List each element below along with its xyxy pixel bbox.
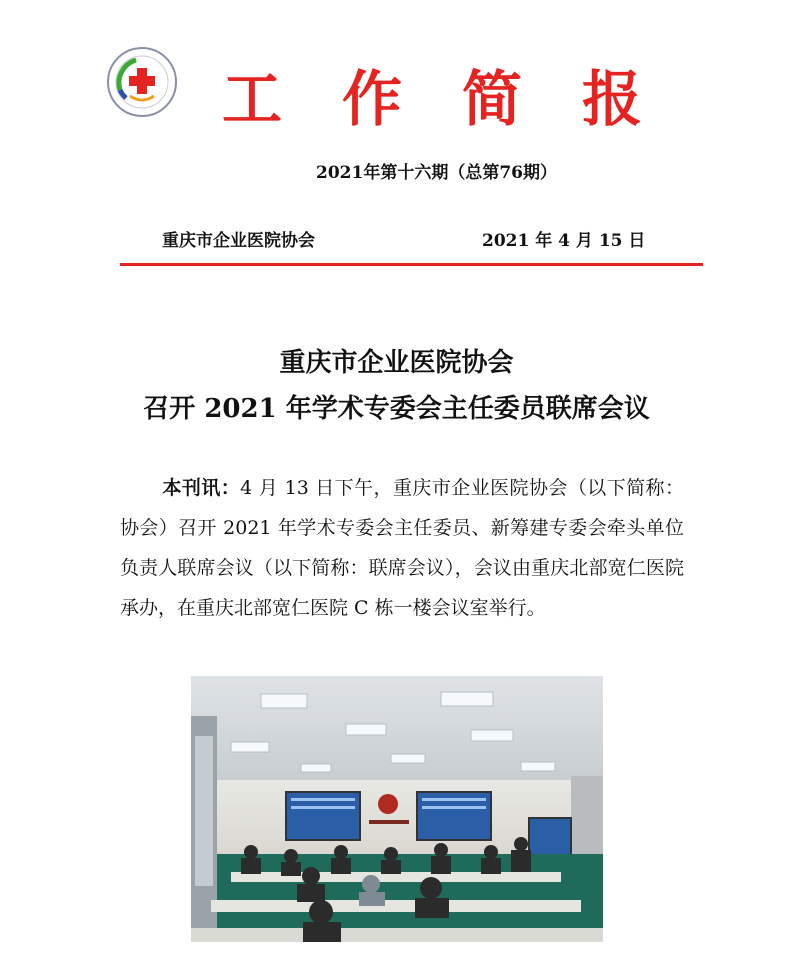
issue-number: 2021年第十六期（总第76期） — [316, 163, 557, 183]
article-title-line-2: 召开 2021 年学术专委会主任委员联席会议 — [143, 394, 650, 424]
article-body-text: 4 月 13 日下午，重庆市企业医院协会（以下简称：协会）召开 2021 年学术专委会主任委员、新筹建专委会牵头单位负责人联席会议（以下简称：联席会议），会议由重庆北部宽仁医院承办，在重庆北部宽仁医院 C 栋一楼会议室举行。 — [120, 477, 684, 619]
masthead-title: 工作简报 — [222, 65, 702, 135]
meeting-photo — [191, 676, 603, 942]
article-lead: 本刊讯： — [162, 477, 241, 499]
header-date: 2021 年 4 月 15 日 — [482, 231, 646, 251]
article-body — [120, 468, 684, 628]
article-title-line-1: 重庆市企业医院协会 — [279, 348, 514, 378]
association-logo-icon — [106, 46, 178, 118]
red-divider — [120, 263, 703, 266]
header-organization: 重庆市企业医院协会 — [162, 231, 315, 251]
